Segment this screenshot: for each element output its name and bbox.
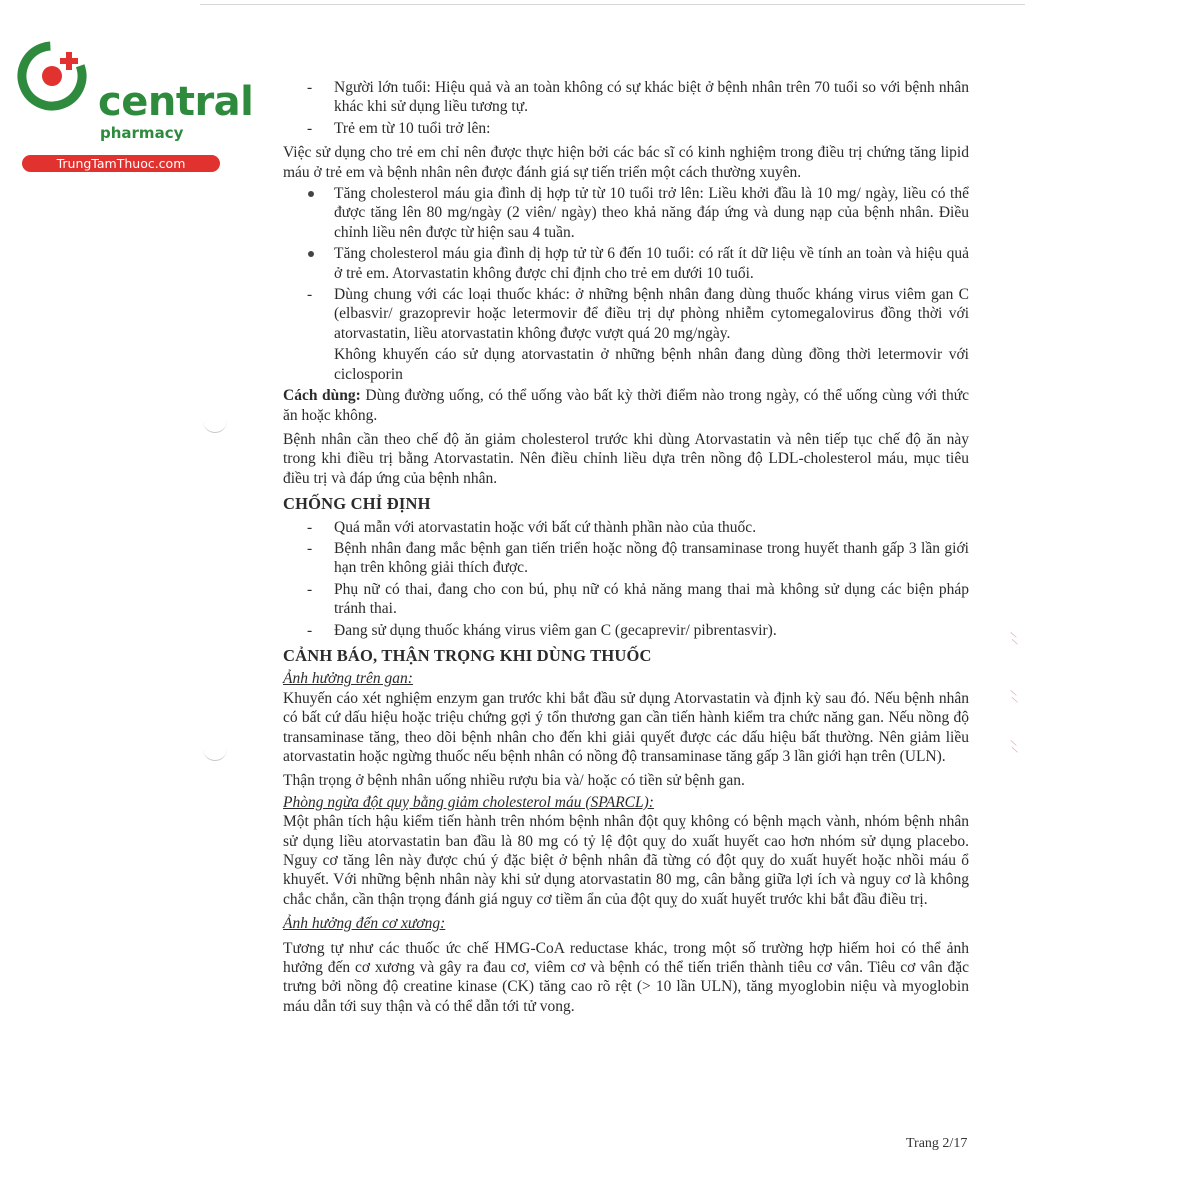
paragraph: Bệnh nhân cần theo chế độ ăn giảm cholesterol trước khi dùng Atorvastatin và nên tiếp tục chế độ ăn này trong khi điều trị bằng Atorvastatin. Nên điều chỉnh liều dựa trên nồng độ LDL-cholesterol máu, mục tiêu điều trị và đáp ứng của bệnh nhân. [283, 430, 969, 487]
paragraph: Thận trọng ở bệnh nhân uống nhiều rượu bia và/ hoặc có tiền sử bệnh gan. [283, 772, 745, 790]
list-item: - Phụ nữ có thai, đang cho con bú, phụ nữ có khả năng mang thai mà không sử dụng các biện pháp tránh thai. [307, 580, 969, 618]
punch-hole-mark [203, 420, 227, 433]
stamp-mark: ⸝⸝ [1007, 687, 1025, 704]
section-heading: CHỐNG CHỈ ĐỊNH [283, 494, 431, 514]
list-item: - Bệnh nhân đang mắc bệnh gan tiến triển hoặc nồng độ transaminase trong huyết thanh gấp 3 lần giới hạn trên không giải thích được. [307, 539, 969, 577]
logo-name: central [98, 79, 254, 125]
document-body [283, 78, 969, 1018]
list-item: - Người lớn tuổi: Hiệu quả và an toàn không có sự khác biệt ở bệnh nhân trên 70 tuổi so với bệnh nhân khác khi sử dụng liều tương tự. [307, 79, 969, 116]
bullet-item: Tăng cholesterol máu gia đình dị hợp tử từ 6 đến 10 tuổi: có rất ít dữ liệu về tính an toàn và hiệu quả ở trẻ em. Atorvastatin không được chỉ định cho trẻ em dưới 10 tuổi. [283, 244, 969, 283]
list-item: - Quá mẫn với atorvastatin hoặc với bất cứ thành phần nào của thuốc. [307, 518, 757, 536]
bullet-icon [308, 251, 314, 257]
bullet-item: Tăng cholesterol máu gia đình dị hợp tử từ 10 tuổi trở lên: Liều khởi đầu là 10 mg/ ngày, liều có thể được tăng lên 80 mg/ngày (2 viên/ ngày) theo khả năng đáp ứng và dung nạp của bệnh nhân. Điều chỉnh liều nên được từ hiện sau 4 tuần. [283, 184, 969, 242]
top-edge-line [200, 4, 1025, 5]
paragraph: Khuyến cáo xét nghiệm enzym gan trước khi bắt đầu sử dụng Atorvastatin và định kỳ sau đó. Nếu bệnh nhân có bất cứ dấu hiệu hoặc triệu chứng gợi ý tổn thương gan cần tiến hành kiểm tra chức năng gan. Nếu nồng độ transaminase tăng, theo dõi bệnh nhân cho đến khi giải quyết được các dấu hiệu bất thường. Nên giảm liều atorvastatin hoặc ngừng thuốc nếu bệnh nhân có nồng độ transaminase tăng gấp 3 lần giới hạn trên (ULN). [283, 689, 969, 765]
paragraph: Tương tự như các thuốc ức chế HMG-CoA reductase khác, trong một số trường hợp hiếm hoi có thể ảnh hưởng đến cơ xương và gây ra đau cơ, viêm cơ và bệnh có thể tiến triển thành tiêu cơ vân. Tiêu cơ vân đặc trưng bởi nồng độ creatine kinase (CK) tăng cao rõ rệt (> 10 lần ULN), tăng myoglobin niệu và myoglobin máu dẫn tới suy thận và có thể dẫn tới tử vong. [283, 939, 969, 1015]
stamp-mark: ⸝⸝ [1007, 629, 1025, 646]
paragraph: Cách dùng: Dùng đường uống, có thể uống vào bất kỳ thời điểm nào trong ngày, có thể uống cùng với thức ăn hoặc không. [283, 387, 970, 424]
list-item: - Đang sử dụng thuốc kháng virus viêm gan C (gecaprevir/ pibrentasvir). [307, 621, 777, 639]
paragraph: Việc sử dụng cho trẻ em chỉ nên được thực hiện bởi các bác sĩ có kinh nghiệm trong điều trị chứng tăng lipid máu ở trẻ em và bệnh nhân nên được đánh giá sự tiến triển một cách thường xuyên. [283, 144, 969, 181]
bullet-icon [308, 191, 314, 197]
logo-site-badge: TrungTamThuoc.com [22, 155, 220, 172]
subsection-title: Phòng ngừa đột quỵ bằng giảm cholesterol máu (SPARCL): [283, 793, 654, 811]
section-heading: CẢNH BÁO, THẬN TRỌNG KHI DÙNG THUỐC [283, 645, 652, 665]
paragraph: Không khuyến cáo sử dụng atorvastatin ở những bệnh nhân đang dùng đồng thời letermovir với ciclosporin [334, 346, 969, 383]
subsection-title: Ảnh hưởng đến cơ xương: [283, 915, 446, 933]
paragraph: Một phân tích hậu kiểm tiến hành trên nhóm bệnh nhân đột quỵ không có bệnh mạch vành, nhóm bệnh nhân sử dụng liều atorvastatin ban đầu là 80 mg có tỷ lệ đột quỵ do xuất huyết cao hơn nhóm sử dụng placebo. Nguy cơ tăng lên này được chú ý đặc biệt ở bệnh nhân đã từng có đột quỵ do xuất huyết hoặc nhồi máu ổ khuyết. Với những bệnh nhân này khi sử dụng atorvastatin 80 mg, cân bằng giữa lợi ích và nguy cơ là không chắc chắn, cần thận trọng đánh giá nguy cơ tiềm ẩn của đột quỵ do xuất huyết trước khi bắt đầu điều trị. [283, 813, 969, 908]
page-number: Trang 2/17 [906, 1136, 968, 1151]
list-item: - Dùng chung với các loại thuốc khác: ở những bệnh nhân đang dùng thuốc kháng virus viêm gan C (elbasvir/ grazoprevir hoặc letermovir để điều trị dự phòng nhiễm cytomegalovirus đồng thời với atorvastatin, liều atorvastatin không được vượt quá 20 mg/ngày. [307, 286, 969, 342]
subsection-title: Ảnh hưởng trên gan: [283, 670, 413, 688]
list-item: - Trẻ em từ 10 tuổi trở lên: [307, 119, 491, 137]
punch-hole-mark [203, 748, 227, 761]
logo-subtitle: pharmacy [100, 124, 184, 142]
stamp-mark: ⸝⸝ [1007, 737, 1025, 754]
logo[interactable] [10, 38, 254, 171]
